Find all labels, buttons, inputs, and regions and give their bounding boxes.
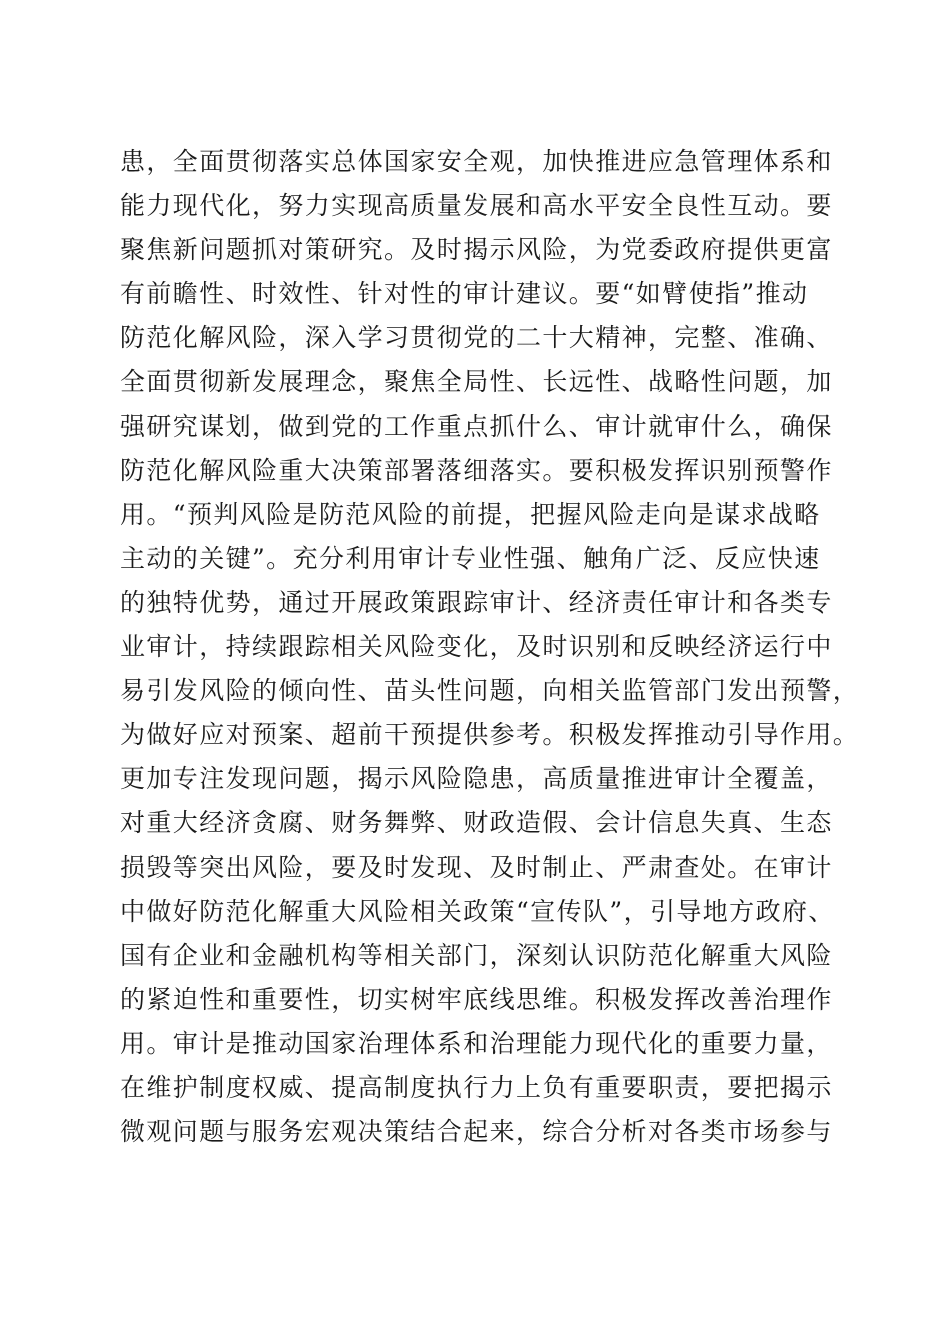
text-line: 有前瞻性、时效性、针对性的审计建议。要“如臂使指”推动 bbox=[120, 279, 809, 309]
text-line: 国有企业和金融机构等相关部门，深刻认识防范化解重大风险 bbox=[120, 940, 833, 970]
text-line: 患，全面贯彻落实总体国家安全观，加快推进应急管理体系和 bbox=[120, 147, 833, 176]
text-line: 更加专注发现问题，揭示风险隐患，高质量推进审计全覆盖， bbox=[120, 764, 833, 794]
text-line: 业审计，持续跟踪相关风险变化，及时识别和反映经济运行中 bbox=[120, 632, 833, 662]
text-line: 对重大经济贪腐、财务舞弊、财政造假、会计信息失真、生态 bbox=[120, 808, 833, 838]
text-line: 强研究谋划，做到党的工作重点抓什么、审计就审什么，确保 bbox=[120, 411, 833, 441]
text-line: 在维护制度权威、提高制度执行力上负有重要职责，要把揭示 bbox=[120, 1072, 833, 1102]
text-line: 易引发风险的倾向性、苗头性问题，向相关监管部门发出预警， bbox=[120, 676, 860, 706]
text-line: 的紧迫性和重要性，切实树牢底线思维。积极发挥改善治理作 bbox=[120, 984, 833, 1014]
text-line: 主动的关键”。充分利用审计专业性强、触角广泛、反应快速 bbox=[120, 543, 821, 573]
text-line: 中做好防范化解重大风险相关政策“宣传队”，引导地方政府、 bbox=[120, 896, 835, 926]
text-line: 聚焦新问题抓对策研究。及时揭示风险，为党委政府提供更富 bbox=[120, 235, 833, 265]
text-line: 用。“预判风险是防范风险的前提，把握风险走向是谋求战略 bbox=[120, 499, 821, 529]
text-line: 全面贯彻新发展理念，聚焦全局性、长远性、战略性问题，加 bbox=[120, 367, 833, 397]
text-line: 为做好应对预案、超前干预提供参考。积极发挥推动引导作用。 bbox=[120, 720, 860, 750]
text-line: 损毁等突出风险，要及时发现、及时制止、严肃查处。在审计 bbox=[120, 852, 833, 882]
text-line: 的独特优势，通过开展政策跟踪审计、经济责任审计和各类专 bbox=[120, 587, 833, 617]
body-text bbox=[120, 140, 860, 1154]
text-line: 微观问题与服务宏观决策结合起来，综合分析对各类市场参与 bbox=[120, 1117, 833, 1147]
text-line: 能力现代化，努力实现高质量发展和高水平安全良性互动。要 bbox=[120, 191, 833, 221]
text-line: 防范化解风险重大决策部署落细落实。要积极发挥识别预警作 bbox=[120, 455, 833, 485]
text-line: 用。审计是推动国家治理体系和治理能力现代化的重要力量， bbox=[120, 1028, 833, 1058]
text-line: 防范化解风险，深入学习贯彻党的二十大精神，完整、准确、 bbox=[120, 323, 833, 353]
